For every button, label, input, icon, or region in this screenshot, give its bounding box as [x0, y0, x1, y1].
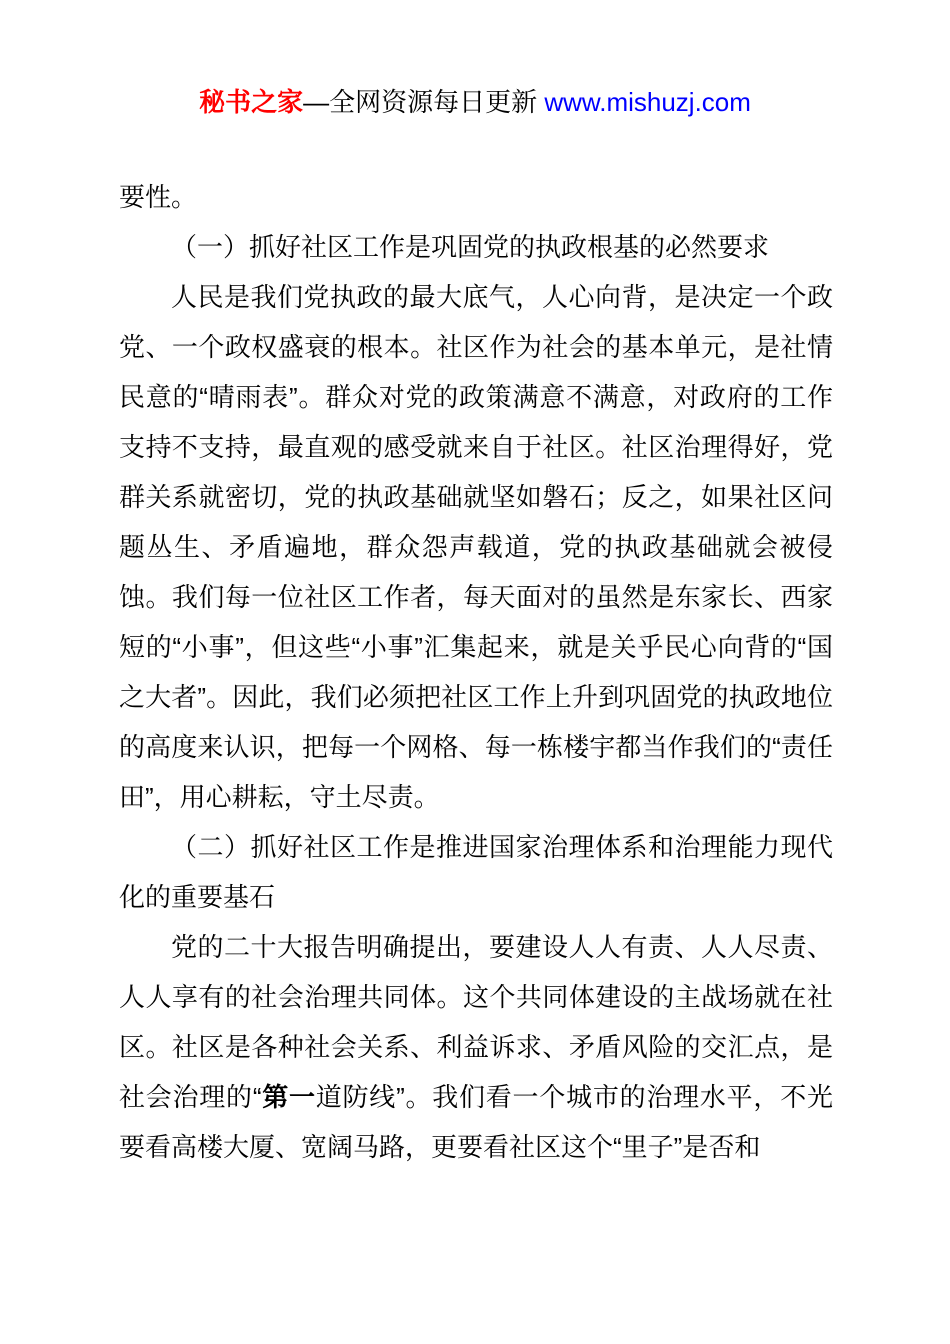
paragraph — [119, 172, 833, 222]
site-brand: 秘书之家 — [199, 87, 304, 117]
text-segment: 要性。 — [119, 182, 198, 212]
document-body — [119, 172, 833, 1172]
site-tagline: —全网资源每日更新 — [303, 87, 545, 117]
text-segment: （二）抓好社区工作是推进国家治理体系和治理能力现代化的重要基石 — [119, 832, 833, 912]
text-segment: 党的二十大报告明确提出，要建设人人有责、人人尽责、人人享有的社会治理共同体。这个共同体建设的主战场就在社区。社区是各种社会关系、利益诉求、矛盾风险的交汇点，是社会治理的“ — [119, 932, 833, 1112]
site-url-link[interactable]: www.mishuzj.com — [544, 87, 751, 117]
paragraph — [119, 822, 833, 922]
doc-header — [0, 84, 950, 120]
emphasis-text: 第一 — [261, 1082, 316, 1112]
text-segment: （一）抓好社区工作是巩固党的执政根基的必然要求 — [171, 232, 770, 262]
paragraph — [119, 272, 833, 822]
paragraph — [119, 922, 833, 1172]
text-segment: 人民是我们党执政的最大底气，人心向背，是决定一个政党、一个政权盛衰的根本。社区作为社会的基本单元，是社情民意的“晴雨表”。群众对党的政策满意不满意，对政府的工作支持不支持，最直观的感受就来自于社区。社区治理得好，党群关系就密切，党的执政基础就坚如磐石；反之，如果社区问题丛生、矛盾遍地，群众怨声载道，党的执政基础就会被侵蚀。我们每一位社区工作者，每天面对的虽然是东家长、西家短的“小事”，但这些“小事”汇集起来，就是关乎民心向背的“国之大者”。因此，我们必须把社区工作上升到巩固党的执政地位的高度来认识，把每一个网格、每一栋楼宇都当作我们的“责任田”，用心耕耘，守土尽责。 — [119, 282, 833, 812]
paragraph — [119, 222, 833, 272]
text-segment: 道防线”。我们看一个城市的治理水平，不光要看高楼大厦、宽阔马路，更要看社区这个“里子”是否和 — [119, 1082, 833, 1162]
